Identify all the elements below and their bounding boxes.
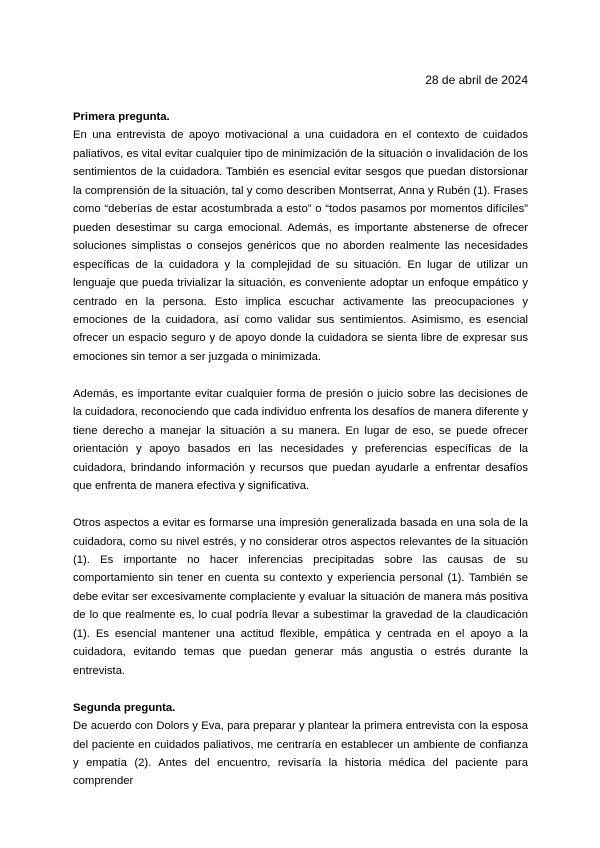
paragraph-3: Otros aspectos a evitar es formarse una impresión generalizada basada en una sola de la cuidadora, como su nivel estrés, y no considerar otros aspectos relevantes de la situación (1). Es importante no hacer inferencias precipitadas sobre las causas de su comportamiento sin tener en cuenta su contexto y experiencia personal (1). También se debe evitar ser excesivamente complaciente y evaluar la situación de manera más positiva de lo que realmente es, lo cual podría llevar a subestimar la gravedad de la claudicación (1). Es esencial mantener una actitud flexible, empática y centrada en el apoyo a la cuidadora, evitando temas que puedan generar más angustia o estrés durante la entrevista. [73,517,528,677]
paragraph-2: Además, es importante evitar cualquier forma de presión o juicio sobre las decisiones de la cuidadora, reconociendo que cada individuo enfrenta los desafíos de manera diferente y tiene derecho a manejar la situación a su manera. En lugar de eso, se puede ofrecer orientación y apoyo basados en las necesidades y preferencias específicas de la cuidadora, brindando información y recursos que puedan ayudarle a enfrentar desafíos que enfrenta de manera efectiva y significativa. [73,387,528,493]
paragraph-spacer [73,496,528,515]
document-date: 28 de abril de 2024 [425,73,528,87]
section-heading-primera-pregunta: Primera pregunta. [73,111,170,123]
paragraph-spacer [73,680,528,699]
paragraph-4: De acuerdo con Dolors y Eva, para preparar y plantear la primera entrevista con la esposa del paciente en cuidados paliativos, me centraría en establecer un ambiente de confianza y empatía (2). Antes del encuentro, revisaría la historia médica del paciente para comprender [73,720,528,788]
paragraph-1: En una entrevista de apoyo motivacional a una cuidadora en el contexto de cuidados paliativos, es vital evitar cualquier tipo de minimización de la situación o invalidación de los sentimientos de la cuidadora. También es esencial evitar sesgos que puedan distorsionar la comprensión de la situación, tal y como describen Montserrat, Anna y Rubén (1). Frases como “deberías de estar acostumbrada a esto” o “todos pasamos por momentos difíciles” pueden desestimar su carga emocional. Además, es importante abstenerse de ofrecer soluciones simplistas o consejos genéricos que no aborden realmente las necesidades específicas de la cuidadora y la complejidad de su situación. En lugar de utilizar un lenguaje que pueda trivializar la situación, es conveniente adoptar un enfoque empático y centrado en la persona. Esto implica escuchar activamente las preocupaciones y emociones de la cuidadora, así como validar sus sentimientos. Asimismo, es esencial ofrecer un espacio seguro y de apoyo donde la cuidadora se sienta libre de expresar sus emociones sin temor a ser juzgada o minimizada. [73,129,528,363]
section-heading-segunda-pregunta: Segunda pregunta. [73,701,176,714]
document-body [73,108,528,791]
paragraph-spacer [73,366,528,385]
